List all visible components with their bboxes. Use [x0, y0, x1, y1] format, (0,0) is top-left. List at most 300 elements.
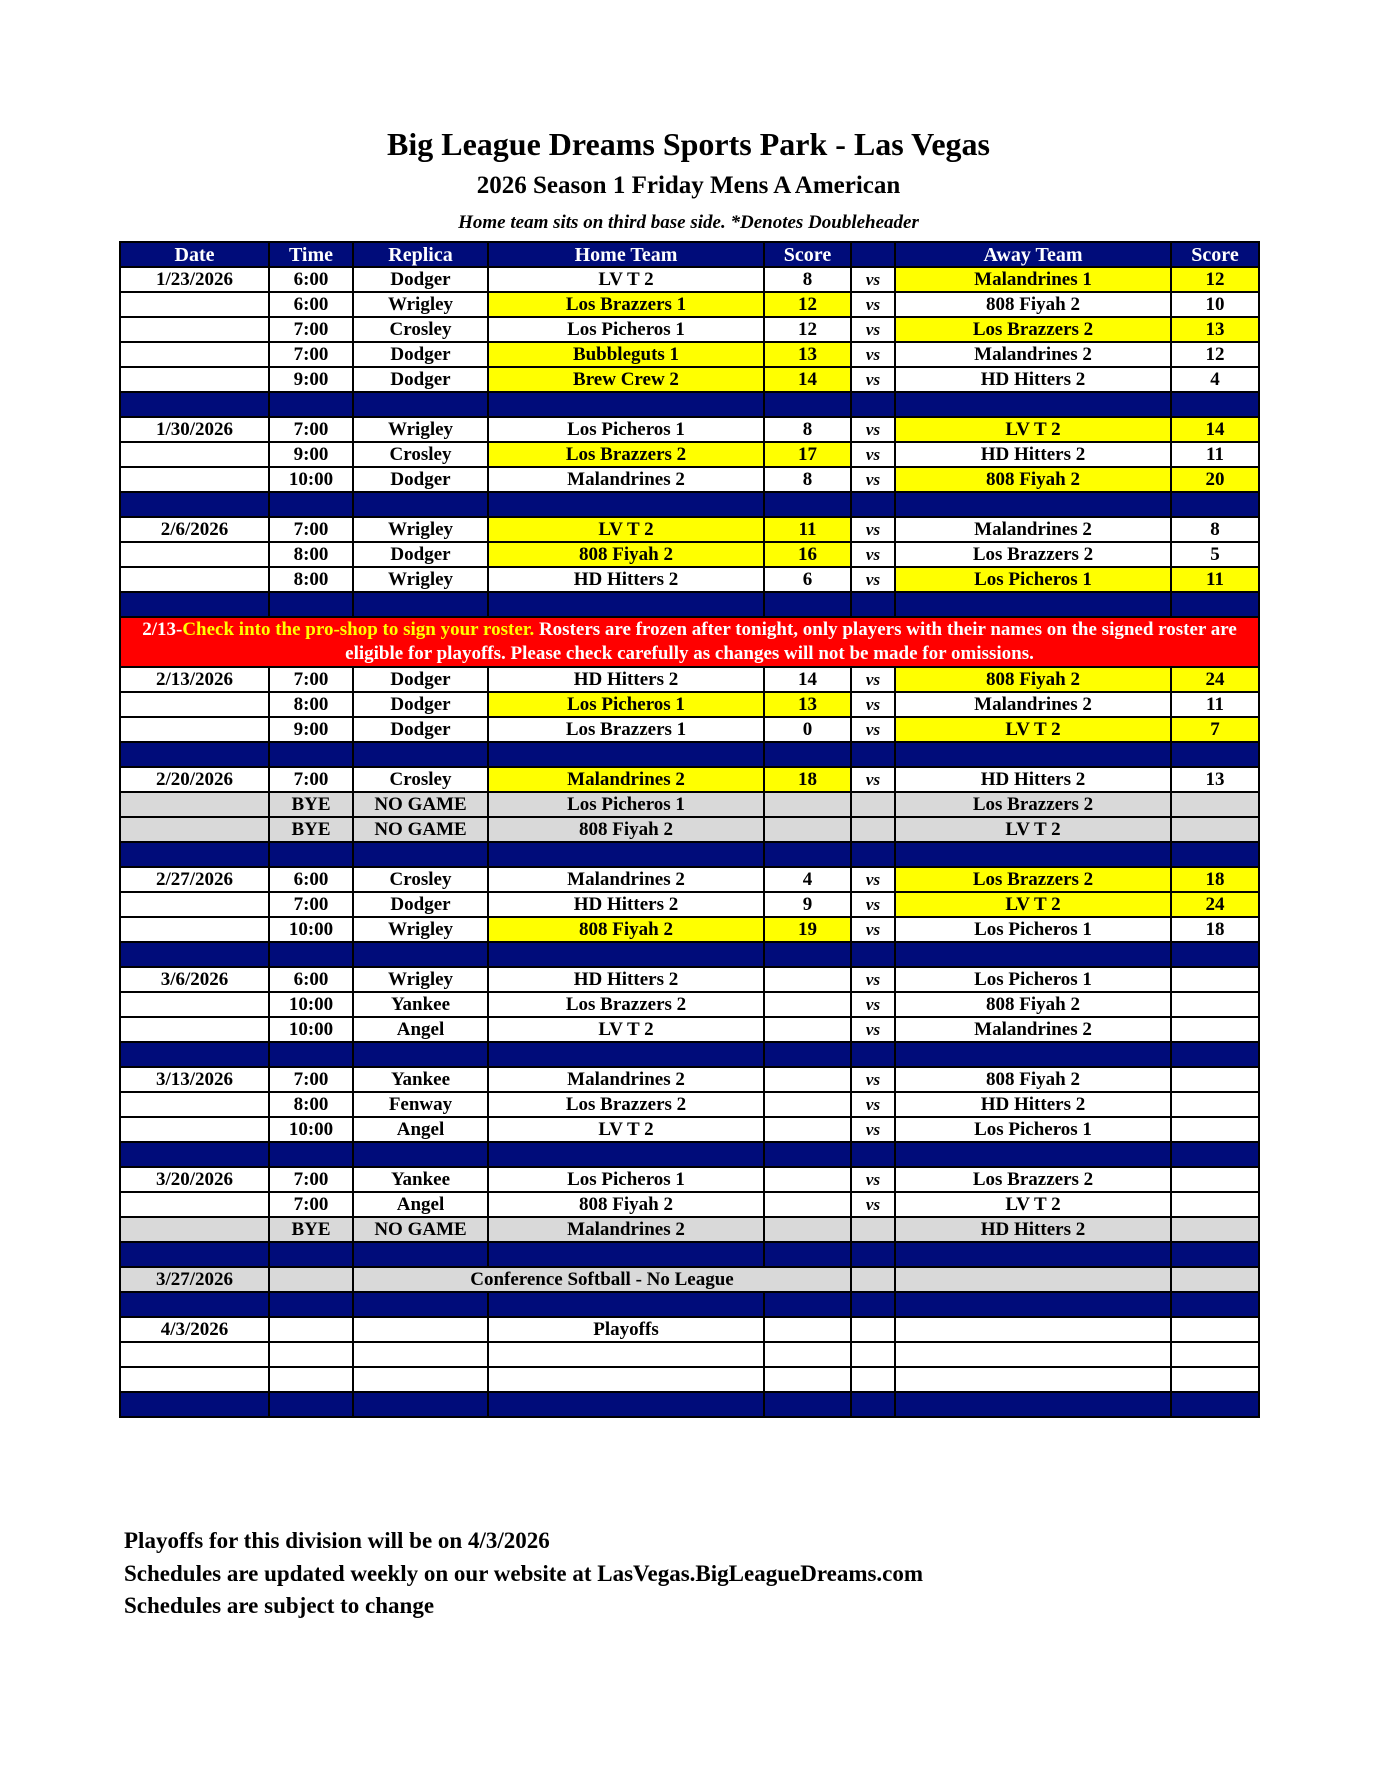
separator-cell: [851, 1392, 895, 1417]
date-cell: [120, 1192, 269, 1217]
page-subtitle: 2026 Season 1 Friday Mens A American: [476, 172, 901, 199]
separator-cell: [269, 392, 353, 417]
date-cell: [120, 917, 269, 942]
bye-row: [120, 792, 1259, 817]
empty-cell: [269, 1367, 353, 1392]
home-score-cell: [764, 992, 851, 1017]
away-team-cell: HD Hitters 2: [895, 442, 1171, 467]
separator-cell: [764, 842, 851, 867]
empty-cell: [269, 1342, 353, 1367]
blank-row: [120, 1342, 1259, 1367]
vs-cell: vs: [851, 442, 895, 467]
game-row: [120, 717, 1259, 742]
date-cell: 3/27/2026: [120, 1267, 269, 1292]
time-cell: 7:00: [269, 767, 353, 792]
game-row: [120, 767, 1259, 792]
replica-cell: Yankee: [353, 992, 488, 1017]
date-cell: 4/3/2026: [120, 1317, 269, 1342]
separator-cell: [764, 1042, 851, 1067]
time-cell: 10:00: [269, 467, 353, 492]
separator-cell: [851, 392, 895, 417]
separator-cell: [1171, 492, 1259, 517]
replica-cell: Dodger: [353, 467, 488, 492]
time-cell: 7:00: [269, 342, 353, 367]
away-score-cell: 20: [1171, 467, 1259, 492]
no-league-label: Conference Softball - No League: [353, 1267, 851, 1292]
date-cell: [120, 292, 269, 317]
separator-row: [120, 1392, 1259, 1417]
away-score-cell: 18: [1171, 917, 1259, 942]
home-team-cell: HD Hitters 2: [488, 967, 764, 992]
separator-cell: [851, 942, 895, 967]
date-cell: 1/23/2026: [120, 267, 269, 292]
separator-cell: [353, 842, 488, 867]
separator-row: [120, 842, 1259, 867]
date-cell: [120, 1217, 269, 1242]
game-row: [120, 967, 1259, 992]
replica-cell: [353, 1317, 488, 1342]
separator-cell: [488, 742, 764, 767]
separator-cell: [895, 1142, 1171, 1167]
away-score-cell: [1171, 1217, 1259, 1242]
away-team-cell: [895, 1267, 1171, 1292]
separator-cell: [895, 742, 1171, 767]
away-team-cell: Los Brazzers 2: [895, 542, 1171, 567]
separator-cell: [120, 592, 269, 617]
away-score-cell: [1171, 792, 1259, 817]
vs-cell: vs: [851, 892, 895, 917]
away-team-cell: Malandrines 2: [895, 692, 1171, 717]
date-cell: [120, 542, 269, 567]
separator-cell: [269, 1142, 353, 1167]
col-home-team: Home Team: [488, 242, 764, 267]
game-row: [120, 417, 1259, 442]
empty-cell: [895, 1342, 1171, 1367]
separator-cell: [120, 742, 269, 767]
vs-cell: [851, 792, 895, 817]
replica-cell: Wrigley: [353, 417, 488, 442]
separator-cell: [353, 742, 488, 767]
vs-cell: vs: [851, 342, 895, 367]
separator-cell: [764, 1142, 851, 1167]
col-replica: Replica: [353, 242, 488, 267]
home-score-cell: [764, 967, 851, 992]
away-score-cell: [1171, 1067, 1259, 1092]
separator-cell: [764, 742, 851, 767]
away-score-cell: 14: [1171, 417, 1259, 442]
empty-cell: [488, 1367, 764, 1392]
playoffs-row: [120, 1317, 1259, 1342]
footer-line-playoffs: Playoffs for this division will be on 4/3/2026: [124, 1528, 550, 1553]
separator-cell: [851, 842, 895, 867]
replica-cell: Dodger: [353, 367, 488, 392]
vs-cell: vs: [851, 417, 895, 442]
vs-cell: vs: [851, 317, 895, 342]
away-score-cell: 24: [1171, 892, 1259, 917]
away-score-cell: 4: [1171, 367, 1259, 392]
date-cell: 2/6/2026: [120, 517, 269, 542]
time-cell: 6:00: [269, 867, 353, 892]
separator-cell: [764, 392, 851, 417]
notice-date: 2/13-: [142, 619, 183, 640]
vs-cell: vs: [851, 517, 895, 542]
away-score-cell: [1171, 817, 1259, 842]
home-score-cell: 4: [764, 867, 851, 892]
game-row: [120, 867, 1259, 892]
separator-cell: [269, 1042, 353, 1067]
away-score-cell: [1171, 992, 1259, 1017]
separator-cell: [851, 1042, 895, 1067]
empty-cell: [895, 1317, 1171, 1342]
replica-cell: Crosley: [353, 767, 488, 792]
home-score-cell: [764, 1017, 851, 1042]
away-team-cell: Los Brazzers 2: [895, 1167, 1171, 1192]
separator-cell: [269, 742, 353, 767]
col-away-score: Score: [1171, 242, 1259, 267]
separator-cell: [120, 842, 269, 867]
time-cell: BYE: [269, 817, 353, 842]
empty-cell: [1171, 1367, 1259, 1392]
roster-notice: [120, 617, 1259, 667]
empty-cell: [353, 1367, 488, 1392]
time-cell: 10:00: [269, 1117, 353, 1142]
date-cell: [120, 1017, 269, 1042]
home-score-cell: 0: [764, 717, 851, 742]
game-row: [120, 1167, 1259, 1192]
empty-cell: [764, 1342, 851, 1367]
game-row: [120, 517, 1259, 542]
home-team-cell: Los Brazzers 2: [488, 1092, 764, 1117]
col-time: Time: [269, 242, 353, 267]
separator-cell: [120, 492, 269, 517]
home-score-cell: 12: [764, 317, 851, 342]
separator-row: [120, 742, 1259, 767]
away-score-cell: 7: [1171, 717, 1259, 742]
home-score-cell: [764, 792, 851, 817]
separator-cell: [851, 1142, 895, 1167]
away-score-cell: [1171, 1167, 1259, 1192]
separator-row: [120, 1042, 1259, 1067]
col-home-score: Score: [764, 242, 851, 267]
date-cell: 1/30/2026: [120, 417, 269, 442]
separator-cell: [851, 492, 895, 517]
separator-cell: [488, 1042, 764, 1067]
empty-cell: [1171, 1317, 1259, 1342]
separator-cell: [488, 1142, 764, 1167]
vs-cell: vs: [851, 1017, 895, 1042]
separator-cell: [851, 1292, 895, 1317]
separator-cell: [269, 1392, 353, 1417]
home-team-cell: LV T 2: [488, 1117, 764, 1142]
date-cell: [120, 1117, 269, 1142]
home-score-cell: 8: [764, 267, 851, 292]
vs-cell: vs: [851, 717, 895, 742]
separator-row: [120, 1292, 1259, 1317]
away-team-cell: Los Picheros 1: [895, 917, 1171, 942]
time-cell: 8:00: [269, 542, 353, 567]
col-vs: [851, 242, 895, 267]
date-cell: [120, 792, 269, 817]
home-score-cell: 9: [764, 892, 851, 917]
game-row: [120, 342, 1259, 367]
separator-cell: [353, 1142, 488, 1167]
date-cell: [120, 1092, 269, 1117]
empty-cell: [764, 1317, 851, 1342]
home-score-cell: [764, 1092, 851, 1117]
notice-highlight: Check into the pro-shop to sign your roster.: [182, 619, 535, 640]
separator-cell: [120, 1242, 269, 1267]
time-cell: 9:00: [269, 367, 353, 392]
time-cell: 7:00: [269, 417, 353, 442]
empty-cell: [764, 1367, 851, 1392]
game-row: [120, 917, 1259, 942]
home-team-cell: LV T 2: [488, 517, 764, 542]
home-score-cell: 16: [764, 542, 851, 567]
away-score-cell: [1171, 1192, 1259, 1217]
separator-cell: [1171, 1242, 1259, 1267]
date-cell: [120, 317, 269, 342]
separator-row: [120, 492, 1259, 517]
empty-cell: [895, 1367, 1171, 1392]
date-cell: [120, 892, 269, 917]
replica-cell: Dodger: [353, 667, 488, 692]
separator-cell: [895, 1242, 1171, 1267]
home-score-cell: 11: [764, 517, 851, 542]
home-score-cell: 13: [764, 692, 851, 717]
game-row: [120, 1017, 1259, 1042]
schedule-body: [120, 267, 1259, 1417]
vs-cell: vs: [851, 767, 895, 792]
separator-cell: [488, 592, 764, 617]
playoffs-label: Playoffs: [488, 1317, 764, 1342]
home-team-cell: Malandrines 2: [488, 1067, 764, 1092]
home-team-cell: Los Picheros 1: [488, 692, 764, 717]
separator-cell: [488, 842, 764, 867]
date-cell: 3/20/2026: [120, 1167, 269, 1192]
home-team-cell: Brew Crew 2: [488, 367, 764, 392]
replica-cell: NO GAME: [353, 1217, 488, 1242]
away-team-cell: 808 Fiyah 2: [895, 292, 1171, 317]
time-cell: 10:00: [269, 917, 353, 942]
away-team-cell: Los Picheros 1: [895, 567, 1171, 592]
empty-cell: [851, 1317, 895, 1342]
home-team-cell: Bubbleguts 1: [488, 342, 764, 367]
game-row: [120, 1192, 1259, 1217]
vs-cell: [851, 1267, 895, 1292]
away-score-cell: 13: [1171, 767, 1259, 792]
time-cell: 7:00: [269, 317, 353, 342]
game-row: [120, 542, 1259, 567]
separator-cell: [895, 492, 1171, 517]
home-team-cell: Los Brazzers 1: [488, 292, 764, 317]
replica-cell: NO GAME: [353, 817, 488, 842]
separator-cell: [353, 392, 488, 417]
separator-cell: [764, 492, 851, 517]
separator-cell: [353, 492, 488, 517]
date-cell: 2/27/2026: [120, 867, 269, 892]
replica-cell: NO GAME: [353, 792, 488, 817]
away-team-cell: LV T 2: [895, 817, 1171, 842]
time-cell: 6:00: [269, 967, 353, 992]
blank-row: [120, 1367, 1259, 1392]
time-cell: [269, 1267, 353, 1292]
separator-cell: [353, 1042, 488, 1067]
home-score-cell: 6: [764, 567, 851, 592]
home-score-cell: 8: [764, 467, 851, 492]
game-row: [120, 267, 1259, 292]
empty-cell: [120, 1342, 269, 1367]
time-cell: BYE: [269, 792, 353, 817]
replica-cell: Dodger: [353, 892, 488, 917]
separator-cell: [1171, 1292, 1259, 1317]
home-team-cell: 808 Fiyah 2: [488, 542, 764, 567]
away-score-cell: 11: [1171, 692, 1259, 717]
replica-cell: Crosley: [353, 317, 488, 342]
replica-cell: Yankee: [353, 1067, 488, 1092]
home-team-cell: 808 Fiyah 2: [488, 817, 764, 842]
date-cell: [120, 442, 269, 467]
empty-cell: [1171, 1342, 1259, 1367]
replica-cell: Crosley: [353, 867, 488, 892]
away-team-cell: LV T 2: [895, 417, 1171, 442]
home-team-cell: HD Hitters 2: [488, 567, 764, 592]
home-team-cell: Los Brazzers 2: [488, 442, 764, 467]
date-cell: [120, 567, 269, 592]
home-team-cell: 808 Fiyah 2: [488, 917, 764, 942]
away-team-cell: 808 Fiyah 2: [895, 667, 1171, 692]
away-team-cell: Malandrines 2: [895, 342, 1171, 367]
replica-cell: Wrigley: [353, 567, 488, 592]
away-team-cell: HD Hitters 2: [895, 1217, 1171, 1242]
date-cell: [120, 817, 269, 842]
vs-cell: vs: [851, 692, 895, 717]
bye-row: [120, 1217, 1259, 1242]
time-cell: 7:00: [269, 1067, 353, 1092]
separator-cell: [120, 942, 269, 967]
time-cell: 9:00: [269, 442, 353, 467]
time-cell: [269, 1317, 353, 1342]
time-cell: 10:00: [269, 992, 353, 1017]
vs-cell: [851, 1217, 895, 1242]
separator-row: [120, 1142, 1259, 1167]
away-score-cell: 12: [1171, 267, 1259, 292]
separator-cell: [488, 1292, 764, 1317]
vs-cell: vs: [851, 992, 895, 1017]
col-date: Date: [120, 242, 269, 267]
away-team-cell: 808 Fiyah 2: [895, 1067, 1171, 1092]
away-score-cell: 8: [1171, 517, 1259, 542]
separator-cell: [120, 1142, 269, 1167]
home-score-cell: 12: [764, 292, 851, 317]
separator-cell: [895, 1042, 1171, 1067]
separator-row: [120, 942, 1259, 967]
vs-cell: vs: [851, 467, 895, 492]
game-row: [120, 317, 1259, 342]
vs-cell: vs: [851, 542, 895, 567]
away-team-cell: HD Hitters 2: [895, 367, 1171, 392]
page-title: Big League Dreams Sports Park - Las Vegas: [387, 126, 990, 162]
page-note: Home team sits on third base side. *Denotes Doubleheader: [458, 212, 919, 233]
date-cell: 2/20/2026: [120, 767, 269, 792]
away-team-cell: LV T 2: [895, 717, 1171, 742]
separator-cell: [895, 942, 1171, 967]
separator-cell: [1171, 942, 1259, 967]
away-team-cell: Los Brazzers 2: [895, 867, 1171, 892]
replica-cell: Dodger: [353, 692, 488, 717]
separator-cell: [895, 1292, 1171, 1317]
time-cell: 6:00: [269, 267, 353, 292]
separator-row: [120, 1242, 1259, 1267]
separator-cell: [353, 1242, 488, 1267]
date-cell: [120, 342, 269, 367]
away-score-cell: 11: [1171, 567, 1259, 592]
home-team-cell: LV T 2: [488, 267, 764, 292]
vs-cell: vs: [851, 667, 895, 692]
home-score-cell: 14: [764, 367, 851, 392]
replica-cell: Wrigley: [353, 967, 488, 992]
empty-cell: [851, 1342, 895, 1367]
time-cell: 8:00: [269, 692, 353, 717]
separator-cell: [120, 392, 269, 417]
time-cell: 7:00: [269, 1192, 353, 1217]
separator-cell: [120, 1392, 269, 1417]
replica-cell: Wrigley: [353, 917, 488, 942]
home-team-cell: Los Picheros 1: [488, 792, 764, 817]
notice-text: Rosters are frozen after tonight, only players with their names on the signed roster are eligible for playoffs. Please check carefully as changes will not be made for omissions.: [345, 619, 1237, 664]
separator-cell: [1171, 592, 1259, 617]
separator-cell: [120, 1042, 269, 1067]
separator-cell: [895, 842, 1171, 867]
home-team-cell: HD Hitters 2: [488, 667, 764, 692]
vs-cell: vs: [851, 917, 895, 942]
away-score-cell: 11: [1171, 442, 1259, 467]
game-row: [120, 367, 1259, 392]
home-team-cell: Malandrines 2: [488, 467, 764, 492]
away-team-cell: Malandrines 2: [895, 517, 1171, 542]
separator-cell: [764, 592, 851, 617]
home-team-cell: Malandrines 2: [488, 767, 764, 792]
separator-cell: [895, 392, 1171, 417]
separator-row: [120, 392, 1259, 417]
replica-cell: Wrigley: [353, 292, 488, 317]
replica-cell: Yankee: [353, 1167, 488, 1192]
separator-cell: [851, 592, 895, 617]
replica-cell: Angel: [353, 1117, 488, 1142]
away-score-cell: [1171, 1117, 1259, 1142]
away-team-cell: HD Hitters 2: [895, 767, 1171, 792]
away-team-cell: HD Hitters 2: [895, 1092, 1171, 1117]
date-cell: [120, 717, 269, 742]
vs-cell: vs: [851, 1092, 895, 1117]
vs-cell: [851, 817, 895, 842]
vs-cell: vs: [851, 267, 895, 292]
separator-cell: [269, 592, 353, 617]
separator-cell: [353, 1292, 488, 1317]
separator-cell: [488, 1392, 764, 1417]
away-score-cell: [1171, 1017, 1259, 1042]
separator-cell: [353, 592, 488, 617]
away-team-cell: Los Picheros 1: [895, 1117, 1171, 1142]
home-score-cell: [764, 1117, 851, 1142]
away-score-cell: 13: [1171, 317, 1259, 342]
away-team-cell: LV T 2: [895, 892, 1171, 917]
separator-cell: [895, 592, 1171, 617]
home-team-cell: LV T 2: [488, 1017, 764, 1042]
away-team-cell: Malandrines 2: [895, 1017, 1171, 1042]
home-team-cell: Los Brazzers 2: [488, 992, 764, 1017]
game-row: [120, 667, 1259, 692]
separator-cell: [1171, 1042, 1259, 1067]
